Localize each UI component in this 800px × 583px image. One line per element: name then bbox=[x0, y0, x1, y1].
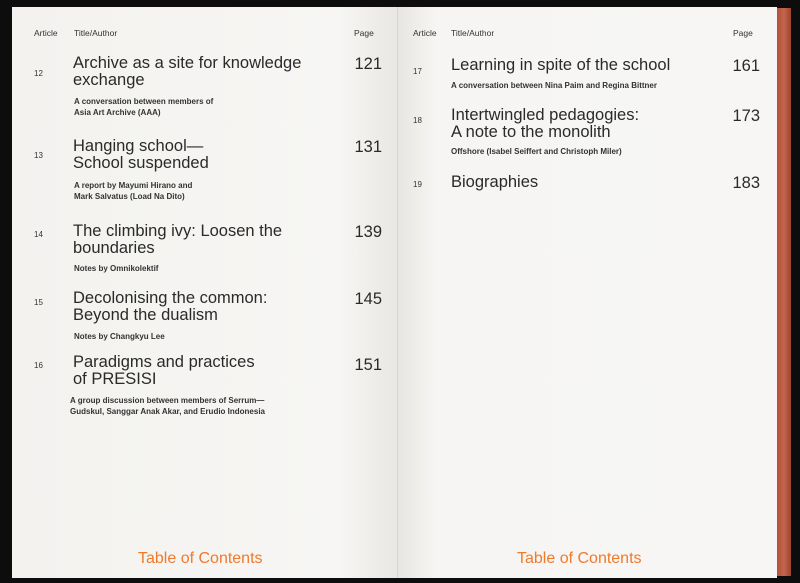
entry-author: Offshore (Isabel Seiffert and Christoph Miler) bbox=[451, 147, 622, 156]
entry-author: Notes by Changkyu Lee bbox=[74, 332, 165, 341]
entry-author: A conversation between members of Asia Art Archive (AAA) bbox=[74, 97, 214, 117]
header-article: Article bbox=[413, 28, 437, 38]
entry-title: Intertwingled pedagogies: A note to the monolith bbox=[451, 106, 640, 141]
entry-page: 161 bbox=[732, 57, 760, 75]
footer-title: Table of Contents bbox=[517, 550, 642, 567]
header-page: Page bbox=[733, 28, 753, 38]
entry-title: Archive as a site for knowledge exchange bbox=[73, 54, 302, 89]
header-article: Article bbox=[34, 28, 58, 38]
entry-page: 173 bbox=[732, 107, 760, 125]
entry-page: 131 bbox=[354, 138, 382, 156]
entry-author: A report by Mayumi Hirano and Mark Salvatus (Load Na Dito) bbox=[74, 181, 193, 201]
book-cover-edge bbox=[777, 8, 791, 576]
right-page bbox=[398, 7, 777, 578]
article-number: 14 bbox=[34, 230, 43, 239]
entry-author: A group discussion between members of Serrum— Gudskul, Sanggar Anak Akar, and Erudio Indonesia bbox=[70, 396, 266, 416]
article-number: 16 bbox=[34, 361, 43, 370]
entry-page: 139 bbox=[354, 223, 382, 241]
entry-title: Learning in spite of the school bbox=[451, 56, 671, 74]
entry-page: 151 bbox=[354, 356, 382, 374]
entry-title: Paradigms and practices of PRESISI bbox=[73, 353, 255, 388]
entry-title: Hanging school— School suspended bbox=[73, 137, 209, 172]
article-number: 18 bbox=[413, 116, 422, 125]
article-number: 17 bbox=[413, 67, 422, 76]
header-page: Page bbox=[354, 28, 374, 38]
header-title-author: Title/Author bbox=[74, 28, 118, 38]
entry-title: Biographies bbox=[451, 173, 539, 191]
entry-page: 183 bbox=[732, 174, 760, 192]
entry-page: 121 bbox=[354, 55, 382, 73]
entry-author: Notes by Omnikolektif bbox=[74, 264, 159, 273]
article-number: 19 bbox=[413, 180, 422, 189]
article-number: 15 bbox=[34, 298, 43, 307]
left-page bbox=[12, 7, 398, 578]
header-title-author: Title/Author bbox=[451, 28, 495, 38]
entry-page: 145 bbox=[354, 290, 382, 308]
article-number: 13 bbox=[34, 151, 43, 160]
entry-author: A conversation between Nina Paim and Regina Bittner bbox=[451, 81, 657, 90]
entry-title: The climbing ivy: Loosen the boundaries bbox=[73, 222, 283, 257]
entry-title: Decolonising the common: Beyond the dualism bbox=[73, 289, 268, 324]
article-number: 12 bbox=[34, 69, 43, 78]
footer-title: Table of Contents bbox=[138, 550, 263, 567]
